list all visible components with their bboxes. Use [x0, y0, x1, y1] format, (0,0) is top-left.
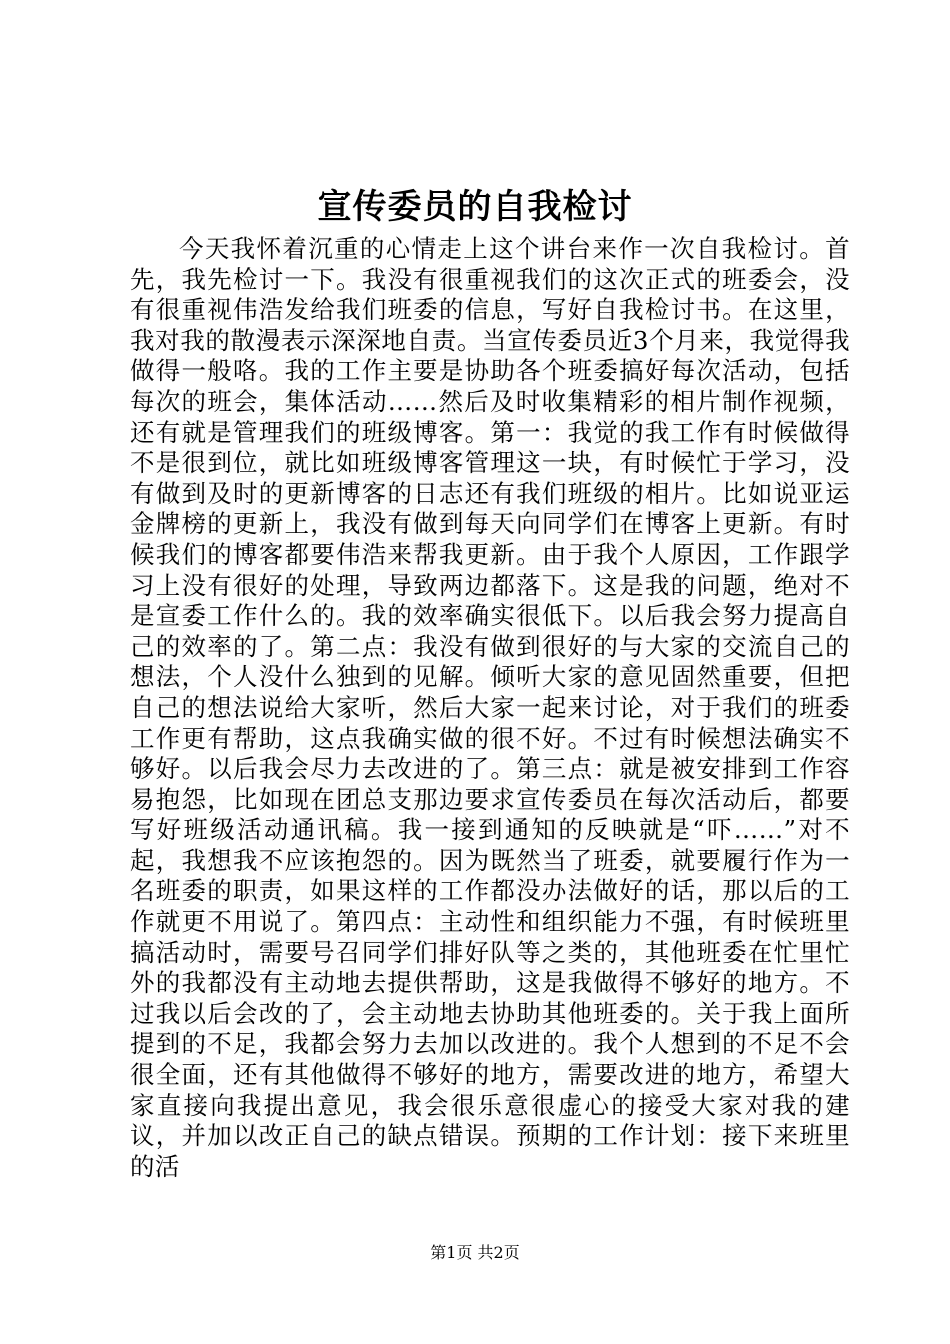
page-number: 第1页 共2页 — [430, 1243, 520, 1262]
page-title: 宣传委员的自我检讨 — [317, 187, 633, 227]
body-paragraph: 今天我怀着沉重的心情走上这个讲台来作一次自我检讨。首先，我先检讨一下。我没有很重视我们的这次正式的班委会，没有很重视伟浩发给我们班委的信息，写好自我检讨书。在这里，我对我的散漫表示深深地自责。当宣传委员近3个月来，我觉得我做得一般咯。我的工作主要是协助各个班委搞好每次活动，包括每次的班会，集体活动……然后及时收集精彩的相片制作视频，还有就是管理我们的班级博客。第一：我觉的我工作有时候做得不是很到位，就比如班级博客管理这一块，有时候忙于学习，没有做到及时的更新博客的日志还有我们班级的相片。比如说亚运金牌榜的更新上，我没有做到每天向同学们在博客上更新。有时候我们的博客都要伟浩来帮我更新。由于我个人原因，工作跟学习上没有很好的处理，导致两边都落下。这是我的问题，绝对不是宣委工作什么的。我的效率确实很低下。以后我会努力提高自己的效率的了。第二点：我没有做到很好的与大家的交流自己的想法，个人没什么独到的见解。倾听大家的意见固然重要，但把自己的想法说给大家听，然后大家一起来讨论，对于我们的班委工作更有帮助，这点我确实做的很不好。不过有时候想法确实不够好。以后我会尽力去改进的了。第三点：就是被安排到工作容易抱怨，比如现在团总支那边要求宣传委员在每次活动后，都要写好班级活动通讯稿。我一接到通知的反映就是“吓……”对不起，我想我不应该抱怨的。因为既然当了班委，就要履行作为一名班委的职责，如果这样的工作都没办法做好的话，那以后的工作就更不用说了。第四点：主动性和组织能力不强，有时候班里搞活动时，需要号召同学们排好队等之类的，其他班委在忙里忙外的我都没有主动地去提供帮助，这是我做得不够好的地方。不过我以后会改的了，会主动地去协助其他班委的。关于我上面所提到的不足，我都会努力去加以改进的。我个人想到的不足不会很全面，还有其他做得不够好的地方，需要改进的地方，希望大家直接向我提出意见，我会很乐意很虚心的接受大家对我的建议，并加以改正自己的缺点错误。预期的工作计划：接下来班里的活 — [130, 234, 850, 1181]
